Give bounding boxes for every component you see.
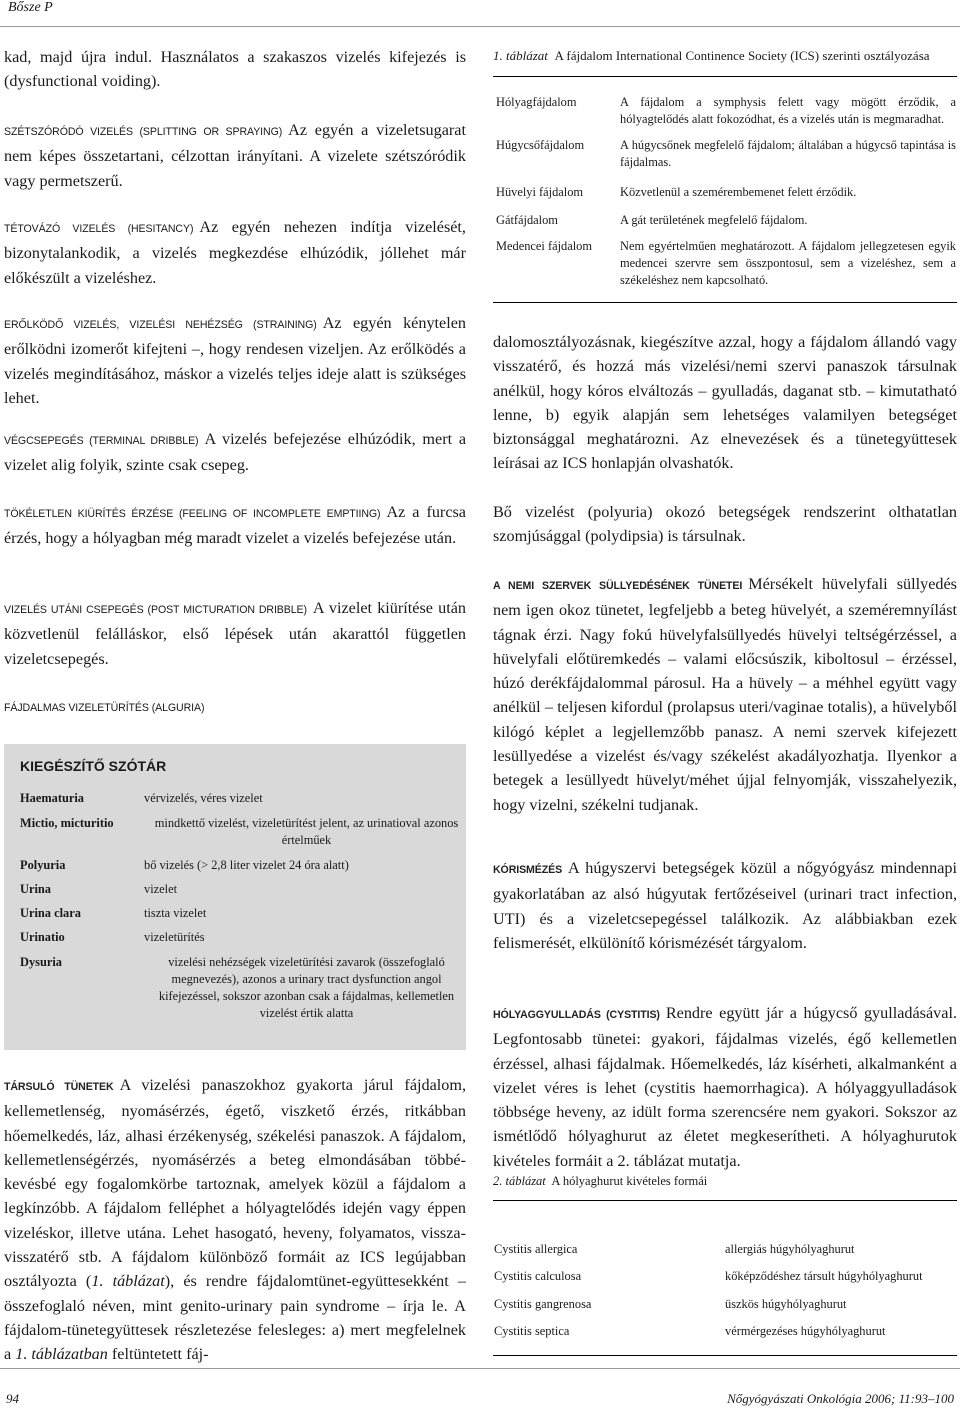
table1-definition: A fájdalom a symphysis felett vagy mögött érződik, a hólyagtelődés alatt fokozódhat, és a vizelés után is megmaradhat.	[620, 95, 956, 126]
table2-rule-top	[493, 1200, 957, 1201]
paragraph-text: Az egyén nehezen indítja vizelését, bizonytalankodik, a vizelés megkezdése elhúzódik, jóllehet már előkészült a vizeléshez.	[4, 218, 466, 287]
table2-caption	[493, 1174, 957, 1189]
table1-term: Hólyagfájdalom	[496, 95, 577, 109]
header-rule	[0, 26, 960, 27]
paragraph-text: dalomosztályozásnak, kiegészítve azzal, hogy a fájdalom állandó vagy visszatérő, és hozzá más vizelési/nemi szervi panaszok társulnak anélkül, hogy kóros elváltozás – gyulladás, daganat stb. – kimutatható lenne, b) egyik alapján sem lehetséges valamilyen betegséget biztonsággal meghatározni. Az elnevezések és a tünetegyüttesek leírásai az ICS honlapján olvashatók.	[493, 333, 957, 473]
glossary-definition: mindkettő vizelést, vizeletürítést jelent, az urinatioval azonos értelműek	[154, 816, 459, 847]
paragraph-text: A vizelet kiürítése után közvetlenül felálláskor, első lépések után akarattól független vizeletcsepegés.	[4, 599, 466, 668]
paragraph-post-micturition	[4, 596, 466, 671]
table1-definition: A gát területének megfelelő fájdalom.	[620, 213, 808, 227]
section-lead-incomplete-emptying: TÖKÉLETLEN KIÜRÍTÉS ÉRZÉSE (FEELING OF INCOMPLETE EMPTIING)	[4, 508, 381, 520]
running-head: Bősze P	[8, 0, 53, 15]
paragraph-text: kad, majd újra indul. Használatos a szakaszos vizelés kifejezés is (dysfunctional voiding).	[4, 48, 466, 91]
paragraph-prolapse-symptoms	[493, 572, 957, 817]
glossary-definition: vizeletürítés	[144, 930, 205, 944]
section-lead-diagnosis: KÓRISMÉZÉS	[493, 864, 563, 876]
glossary-term: Urinatio	[20, 930, 65, 944]
table1-label: 1. táblázat	[493, 48, 548, 63]
table-reference: 1. táblázatban	[15, 1345, 108, 1364]
table2-term: Cystitis septica	[494, 1324, 570, 1338]
paragraph-intro	[4, 45, 466, 94]
section-lead-alguria: FÁJDALMAS VIZELETÜRÍTÉS (ALGURIA)	[4, 702, 205, 714]
paragraph-text: Mérsékelt hüvelyfali süllyedés nem igen okoz tünetet, legfeljebb a beteg hüvelyét, a szeméremnyílást tágnak érzi. Nagy fokú hüvelyfalsüllyedés hüvelyi teltségérzéssel, a hüvelyfali előtüremkedés – valami előcsúszik, kiboltosul – érzéssel, húzó derékfájdalommal párosul. Ha a hüvely – a méhhel együtt vagy anélkül – teljesen kifordul (prolapsus uteri/vaginae totalis), a hüvelyből kilógó képlet a legjellemzőbb panasz. A nemi szervek kifejezett lesüllyedése a vizelést és/vagy székelést akadályozhatja. Ilyenkor a betegek a lesüllyedt hüvelyt/méhet újjal felnyomják, visszahelyezik, hogy vizelni, székelni tudjanak.	[493, 575, 957, 814]
glossary-term: Dysuria	[20, 955, 62, 969]
section-lead-hesitancy: TÉTOVÁZÓ VIZELÉS (HESITANCY)	[4, 223, 194, 235]
table1-title: A fájdalom International Continence Society (ICS) szerinti osztályozása	[554, 48, 930, 63]
glossary-definition: vérvizelés, véres vizelet	[144, 791, 263, 805]
glossary-definition: vizelet	[144, 882, 178, 896]
table2-term: Cystitis allergica	[494, 1242, 578, 1256]
table1-definition: Nem egyértelműen meghatározott. A fájdalom jellegzetesen egyik medencei szervre sem összpontosul, sem a vizeléshez, sem a székeléshez nem kapcsolható.	[620, 239, 956, 287]
glossary-term: Mictio, micturitio	[20, 816, 114, 830]
paragraph-text: ), és rendre fájdalomtünet-együttesekként – összefoglaló néven, mint genito-urinary pain syndrome – írja le. A fájdalom-tünetegyüttesek részletezése felesleges: a) mert megfelelnek a	[4, 1272, 466, 1364]
paragraph-polyuria	[493, 500, 957, 549]
paragraph-text: feltüntetett fáj-	[107, 1345, 209, 1364]
table2-term: Cystitis gangrenosa	[494, 1297, 592, 1311]
paragraph-straining	[4, 311, 466, 410]
section-lead-cystitis: HÓLYAGGYULLADÁS (CYSTITIS)	[493, 1009, 660, 1021]
paragraph-pain-classification	[493, 330, 957, 476]
glossary-definition: vizelési nehézségek vizeletürítési zavarok (összefoglaló megnevezés), azonos a urinary tract dysfunction angol kifejezéssel, sokszor azonban csak a fájdalmas, kellemetlen vizelést értik alatta	[158, 955, 455, 1020]
table2-definition: üszkös húgyhólyaghurut	[725, 1297, 847, 1311]
table1-definition: A húgycsőnek megfelelő fájdalom; általában a húgycső tapintása is fájdalmas.	[620, 138, 956, 169]
glossary-term: Urina clara	[20, 906, 81, 920]
table-reference: 1. táblázat	[91, 1272, 165, 1291]
table1-rule-top	[493, 76, 957, 77]
section-lead-straining: ERŐLKÖDŐ VIZELÉS, VIZELÉSI NEHÉZSÉG (STRAINING)	[4, 319, 317, 331]
paragraph-text: Az egyén kénytelen erőlködni izomerőt kifejteni –, hogy rendesen vizeljen. Az erőlködés a vizelés megindításához, máskor a vizelés teljes ideje alatt is szükséges lehet.	[4, 314, 466, 407]
table2-definition: kőképződéshez társult húgyhólyaghurut	[725, 1269, 923, 1283]
paragraph-text: Rendre együtt jár a húgycső gyulladásával. Legfontosabb tünetei: gyakori, fájdalmas vizelés, égő kellemetlen érzéssel, alhasi fájdalmak. Hőemelkedés, láz kísérheti, alkalmanként a vizelet véres is lehet (cystitis haemorrhagica). A hólyaggyulladások többsége heveny, az idült forma szerencsére nem gyakori. Sokszor az ismétlődő hólyaghurut az életet megkeserítheti. A hólyaghurutok kivételes formáit a 2. táblázat mutatja.	[493, 1004, 957, 1170]
footer-rule	[0, 1368, 960, 1369]
table2-term: Cystitis calculosa	[494, 1269, 582, 1283]
glossary-definition: tiszta vizelet	[144, 906, 207, 920]
table1-caption	[493, 48, 957, 64]
paragraph-text: Az a furcsa érzés, hogy a hólyagban még maradt vizelet a vizelés befejezése után.	[4, 503, 466, 548]
journal-citation: Nőgyógyászati Onkológia 2006; 11:93–100	[727, 1391, 954, 1406]
table1-term: Medencei fájdalom	[496, 239, 592, 253]
paragraph-text: A húgyszervi betegségek közül a nőgyógyász mindennapi gyakorlatában az alsó húgyutak fertőzéseivel (urinari tract infection, UTI) és a vizeletcsepegéssel találkozik. Az alábbiakban ezek felismerését, elkülönítő kórismézését tárgyalom.	[493, 859, 957, 952]
paragraph-terminal-dribble	[4, 427, 466, 478]
paragraph-text: A vizelési panaszokhoz gyakorta járul fájdalom, kellemetlenség, nyomásérzés, égető, viszkető érzés, ritkábban hőemelkedés, láz, alhasi érzékenység, székelési panaszok. A fájdalom, kellemetlenségérzés, nyomásérzés a beteg elmondásában többé-kevésbé egy fogalomkörbe tartoznak, amelyek közül a fájdalom a legkínzóbb. A fájdalom felléphet a hólyagtelődés idején vagy éppen vizeléskor, illetve utána. Lehet hasogató, heveny, folyamatos, vissza-visszatérő stb. A fájdalom különböző formáit az ICS legújabban osztályozta (	[4, 1076, 467, 1291]
paragraph-splitting	[4, 118, 466, 193]
glossary-term: Haematuria	[20, 791, 85, 805]
glossary-title: KIEGÉSZÍTŐ SZÓTÁR	[20, 758, 167, 774]
paragraph-text: A vizelés befejezése elhúzódik, mert a vizelet alig folyik, szinte csak csepeg.	[4, 430, 467, 475]
paragraph-diagnosis	[493, 856, 957, 955]
paragraph-associated-symptoms	[4, 1073, 466, 1367]
paragraph-hesitancy	[4, 215, 466, 290]
table2-label: 2. táblázat	[493, 1174, 546, 1188]
table2-definition: allergiás húgyhólyaghurut	[725, 1242, 855, 1256]
glossary-term: Urina	[20, 882, 51, 896]
table1-term: Húgycsőfájdalom	[496, 138, 585, 152]
page-number: 94	[6, 1391, 19, 1406]
table1-definition: Közvetlenül a szemérembemenet felett érződik.	[620, 185, 857, 199]
table2-definition: vérmérgezéses húgyhólyaghurut	[725, 1324, 886, 1338]
glossary-term: Polyuria	[20, 858, 66, 872]
section-lead-splitting: SZÉTSZÓRÓDÓ VIZELÉS (SPLITTING OR SPRAYING)	[4, 126, 283, 138]
glossary-definition: bő vizelés (> 2,8 liter vizelet 24 óra alatt)	[144, 858, 349, 872]
table2-title: A hólyaghurut kivételes formái	[551, 1174, 708, 1188]
paragraph-alguria	[4, 694, 466, 720]
section-lead-associated-symptoms: TÁRSULÓ TÜNETEK	[4, 1081, 114, 1093]
table1-term: Gátfájdalom	[496, 213, 558, 227]
paragraph-cystitis	[493, 1001, 957, 1173]
section-lead-prolapse: A NEMI SZERVEK SÜLLYEDÉSÉNEK TÜNETEI	[493, 580, 743, 592]
paragraph-incomplete-emptying	[4, 500, 466, 551]
section-lead-post-micturition: VIZELÉS UTÁNI CSEPEGÉS (POST MICTURATION DRIBBLE)	[4, 604, 307, 616]
section-lead-terminal-dribble: VÉGCSEPEGÉS (TERMINAL DRIBBLE)	[4, 435, 199, 447]
paragraph-text: Bő vizelést (polyuria) okozó betegségek rendszerint olthatatlan szomjúsággal (polydipsia) is társulnak.	[493, 503, 957, 546]
table2-rule-bottom	[493, 1355, 957, 1356]
table1-rule-bottom	[493, 302, 957, 303]
paragraph-text: Az egyén a vizeletsugarat nem képes összetartani, célzottan irányítani. A vizelete szétszóródik vagy permetszerű.	[4, 121, 466, 190]
table1-term: Hüvelyi fájdalom	[496, 185, 584, 199]
